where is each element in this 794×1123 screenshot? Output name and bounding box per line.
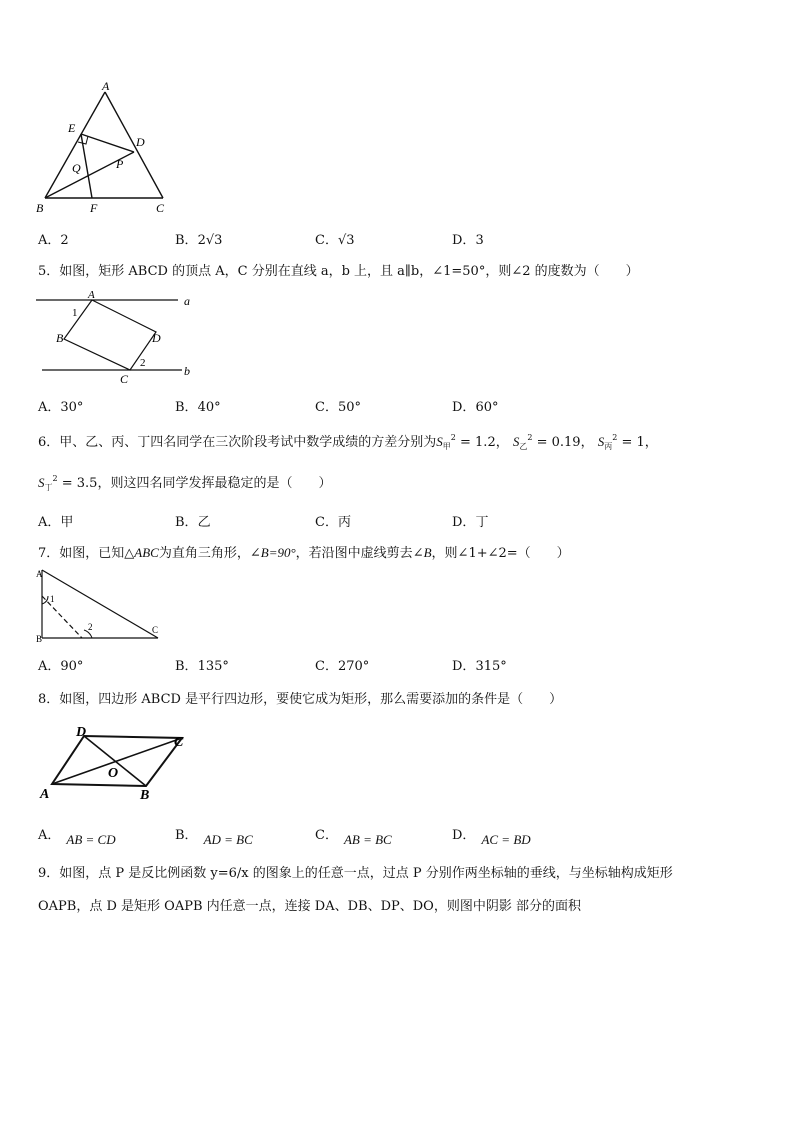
q6-s-bing: S — [597, 434, 605, 449]
q4-label-q: Q — [72, 161, 81, 175]
option-letter: B． — [175, 515, 198, 530]
q5-stem: 5．如图，矩形 ABCD 的顶点 A，C 分别在直线 a，b 上，且 a∥b，∠1=50°，则∠2 的度数为（ ） — [38, 264, 639, 279]
q5-label-c-point: C — [120, 372, 129, 386]
q6-option-a — [38, 511, 73, 530]
q7-stem-mid2: ，若沿图中虚线剪去 — [295, 546, 413, 561]
option-value: 3 — [475, 233, 484, 248]
q6-option-c — [315, 511, 351, 530]
option-value: AC = BD — [481, 832, 531, 847]
q7-cut-line — [42, 596, 82, 638]
q5-option-a — [38, 396, 83, 415]
q5-label-line-b: b — [184, 364, 190, 378]
q6-comma-1: ， — [495, 435, 509, 450]
q4-label-c: C — [156, 201, 165, 215]
option-letter: D． — [452, 515, 476, 530]
q7-label-b: B — [36, 634, 43, 644]
option-letter: B． — [175, 659, 198, 674]
q7-option-a — [38, 655, 83, 674]
option-letter: D． — [452, 400, 476, 415]
option-value: 甲 — [60, 515, 74, 530]
q8-label-d: D — [76, 725, 87, 740]
q6-sub-ding: 丁 — [44, 483, 53, 492]
q6-option-b — [175, 511, 211, 530]
q5-label-angle-2: 2 — [140, 357, 146, 369]
q6-stem-line-2 — [38, 472, 331, 493]
q4-segment-ed — [81, 134, 134, 152]
q7-angle-b: ∠B=90° — [249, 545, 296, 560]
q6-sup-yi: 2 — [527, 433, 533, 442]
q6-stem-start: 6．甲、乙、丙、丁四名同学在三次阶段考试中数学成绩的方差分别为 — [38, 435, 437, 450]
option-value: 2 — [60, 233, 69, 248]
q4-label-e: E — [68, 121, 76, 135]
option-value: 乙 — [197, 515, 211, 530]
q6-value-jia: = 1.2 — [460, 435, 496, 450]
option-value: 135° — [197, 659, 229, 674]
q7-label-c: C — [152, 625, 159, 635]
q4-option-a — [38, 229, 69, 248]
q6-option-d — [452, 511, 488, 530]
q6-stem-end: ，则这四名同学发挥最稳定的是（ ） — [97, 476, 332, 491]
option-letter: D． — [452, 659, 476, 674]
q5-option-c — [315, 396, 361, 415]
q6-sub-jia: 甲 — [442, 442, 451, 451]
q7-label-2: 2 — [88, 622, 93, 632]
q9-stem-line-1: 9．如图，点 P 是反比例函数 y=6/x 的图象上的任意一点，过点 P 分别作两坐标轴的垂线，与坐标轴构成矩形 — [38, 866, 673, 881]
option-value: 90° — [60, 659, 84, 674]
q7-option-b — [175, 655, 229, 674]
q6-comma-2: ， — [580, 435, 594, 450]
q6-s-jia: S — [436, 434, 443, 449]
q5-option-b — [175, 396, 221, 415]
option-letter: A． — [38, 828, 61, 843]
q4-label-b: B — [36, 201, 44, 215]
q4-option-c — [315, 229, 355, 248]
q7-label-a: A — [36, 569, 43, 579]
q4-option-b — [175, 229, 222, 248]
q7-option-c — [315, 655, 369, 674]
q4-label-a: A — [102, 79, 110, 93]
q7-option-d — [452, 655, 507, 674]
q6-sup-jia: 2 — [450, 433, 456, 442]
q6-s-yi: S — [512, 434, 520, 449]
q5-rectangle-figure — [36, 286, 206, 388]
option-letter: C． — [315, 515, 338, 530]
option-letter: B． — [175, 233, 198, 248]
option-letter: C． — [315, 400, 338, 415]
q8-option-d — [452, 824, 531, 847]
q6-sup-ding: 2 — [52, 474, 58, 483]
option-letter: C． — [315, 828, 338, 843]
q8-label-b: B — [140, 788, 150, 802]
q4-label-p: P — [116, 157, 124, 171]
q4-triangle-figure — [30, 78, 180, 220]
q7-stem-mid3: ，则 — [431, 546, 458, 561]
q4-label-d: D — [136, 135, 145, 149]
option-value: 315° — [475, 659, 507, 674]
option-value: 50° — [337, 400, 361, 415]
option-letter: A． — [38, 233, 61, 248]
q7-stem-end: （ ） — [517, 546, 570, 561]
option-letter: A． — [38, 659, 61, 674]
option-value: 丁 — [475, 515, 489, 530]
option-letter: B． — [175, 400, 198, 415]
q5-label-d-point: D — [152, 331, 161, 345]
option-value: 丙 — [337, 515, 351, 530]
q7-angles: ∠1+∠2= — [457, 546, 518, 561]
q5-label-line-a: a — [184, 294, 190, 308]
q4-option-d — [452, 229, 484, 248]
q7-right-triangle-figure — [34, 566, 168, 646]
option-value: 2√3 — [197, 233, 223, 248]
q5-label-b-point: B — [56, 331, 64, 345]
q8-parallelogram-figure — [36, 722, 196, 802]
option-letter: D． — [452, 233, 476, 248]
q6-sub-bing: 丙 — [604, 442, 613, 451]
q5-label-angle-1: 1 — [72, 307, 78, 319]
q8-stem: 8．如图，四边形 ABCD 是平行四边形，要使它成为矩形，那么需要添加的条件是（ ） — [38, 692, 563, 707]
q8-option-a — [38, 824, 116, 847]
q4-label-f: F — [90, 201, 98, 215]
q7-stem-pre: 7．如图，已知 — [38, 546, 125, 561]
q7-triangle-name: △ABC — [124, 545, 159, 560]
q5-option-d — [452, 396, 498, 415]
option-value: √3 — [337, 233, 355, 248]
q6-comma-3: ， — [644, 435, 658, 450]
q7-stem — [38, 542, 570, 561]
q8-label-c: C — [174, 735, 184, 750]
q6-value-ding: = 3.5 — [61, 476, 98, 491]
q7-angle-b2: ∠B — [412, 545, 432, 560]
q7-stem-mid: 为直角三角形， — [158, 546, 250, 561]
option-letter: D． — [452, 828, 476, 843]
option-letter: C． — [315, 659, 338, 674]
q7-label-1: 1 — [50, 594, 55, 604]
option-value: AD = BC — [203, 832, 253, 847]
q7-side-ac — [42, 570, 158, 638]
q6-sub-yi: 乙 — [519, 442, 528, 451]
option-value: 60° — [475, 400, 499, 415]
q8-label-o: O — [108, 766, 119, 781]
q8-label-a: A — [40, 787, 50, 802]
q5-label-a-point: A — [88, 289, 95, 301]
option-letter: C． — [315, 233, 338, 248]
option-letter: A． — [38, 400, 61, 415]
q8-option-b — [175, 824, 253, 847]
q6-s-ding: S — [38, 475, 45, 490]
option-value: AB = CD — [66, 832, 116, 847]
option-letter: A． — [38, 515, 61, 530]
option-value: 40° — [197, 400, 221, 415]
q6-value-bing: = 1 — [621, 435, 645, 450]
q6-stem-line-1 — [38, 431, 658, 452]
q8-option-c — [315, 824, 392, 847]
option-value: AB = BC — [343, 832, 392, 847]
option-value: 30° — [60, 400, 84, 415]
q6-value-yi: = 0.19 — [536, 435, 581, 450]
q6-sup-bing: 2 — [612, 433, 618, 442]
option-letter: B． — [175, 828, 198, 843]
q9-stem-line-2: OAPB，点 D 是矩形 OAPB 内任意一点，连接 DA、DB、DP、DO，则图中阴影 部分的面积 — [38, 899, 581, 914]
option-value: 270° — [337, 659, 370, 674]
